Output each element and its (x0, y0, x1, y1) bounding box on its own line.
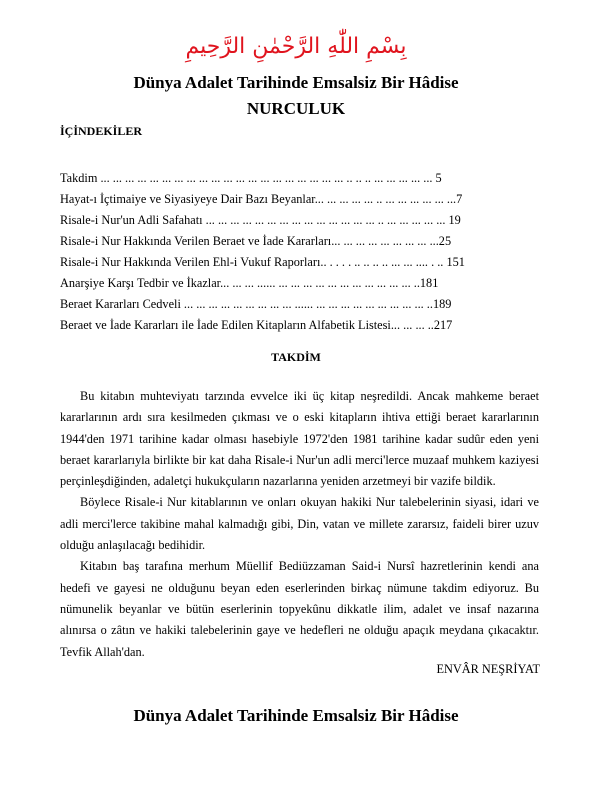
table-of-contents (60, 168, 540, 336)
toc-entry: Takdim ... ... ... ... ... ... ... ... ... ... ... ... ... ... ... ... ... ... ... ... .. .. .. ... ... ... ... ... 5 (60, 171, 442, 185)
toc-entry: Risale-i Nur Hakkında Verilen Ehl-i Vukuf Raporları.. . . . . .. .. .. .. ... ... .... . .. 151 (60, 255, 465, 269)
toc-entry: Beraet ve İade Kararları ile İade Edilen Kitapların Alfabetik Listesi... ... ... ..217 (60, 318, 453, 332)
preface-paragraph: Kitabın baş tarafına merhum Müellif Bediüzzaman Said-i Nursî hazretlerinin kendi ana hedefi ve gayesi ne olduğunu beyan eden eserlerinden birkaç nümune takdim ediyoruz. Bu nümunelik beyanlar ve bütün eserlerinin topyekûnu dikkatle ilim, adalet ve insaf nazarına alınırsa o zâtın ve hakiki talebelerinin gaye ve hedefleri ne olduğu apaçık meydana çıkacaktır. Tevfik Allah'dan. (60, 559, 539, 659)
toc-entry: Risale-i Nur'un Adli Safahatı ... ... ... ... ... ... ... ... ... ... ... ... ... ... .. ... ... ... ... ... 19 (60, 213, 461, 227)
preface-heading: TAKDİM (271, 350, 321, 364)
toc-heading: İÇİNDEKİLER (60, 124, 143, 138)
toc-entry: Anarşiye Karşı Tedbir ve İkazlar... ... ... ...... ... ... ... ... ... ... ... ... ... ... ... ..181 (60, 276, 439, 290)
publisher-signature: ENVÂR NEŞRİYAT (436, 662, 540, 676)
preface-body (60, 386, 539, 663)
toc-entry: Hayat-ı İçtimaiye ve Siyasiyeye Dair Bazı Beyanlar... ... ... ... ... .. ... ... ... ... ... ...7 (60, 192, 463, 206)
document-title: Dünya Adalet Tarihinde Emsalsiz Bir Hâdise (133, 73, 459, 92)
toc-entry: Beraet Kararları Cedveli ... ... ... ... ... ... ... ... ... ...... ... ... ... ... ... ... ... ... ... ..189 (60, 297, 452, 311)
footer-title: Dünya Adalet Tarihinde Emsalsiz Bir Hâdise (133, 706, 459, 725)
document-subtitle: NURCULUK (246, 99, 346, 118)
preface-paragraph: Böylece Risale-i Nur kitablarının ve onları okuyan hakiki Nur talebelerinin siyasi, idari ve adli merci'lerce takibine mahal kalmadığı gibi, Din, vatan ve millete zararsız, faideli birer uzuv olduğu anlaşılacağı bedihidir. (60, 495, 539, 553)
toc-entry: Risale-i Nur Hakkında Verilen Beraet ve İade Kararları... ... ... ... ... ... ... ... ...25 (60, 234, 452, 248)
basmala-heading: بِسْمِ اللّٰهِ الرَّحْمٰنِ الرَّحِيمِ (185, 34, 407, 59)
preface-paragraph: Bu kitabın muhteviyatı tarzında evvelce iki üç kitap neşredildi. Ancak mahkeme beraet kararlarının ardı sıra kesilmeden çıkması ve o eski kitapların ihtiva ettiği beraet kararlarının 1944'den 1971 tarihine kadar olması hasebiyle 1972'den 1981 tarihine kadar sudûr eden yeni beraet kararlarıyla birlikte bir kat daha Risale-i Nur'un adli merci'lerce muzaaf muhkem kaziyesi perçinleşdiğinden, adaletçi hukukçuların nazarlarına yeniden arzetmeyi bir vazife bildik. (60, 389, 539, 489)
